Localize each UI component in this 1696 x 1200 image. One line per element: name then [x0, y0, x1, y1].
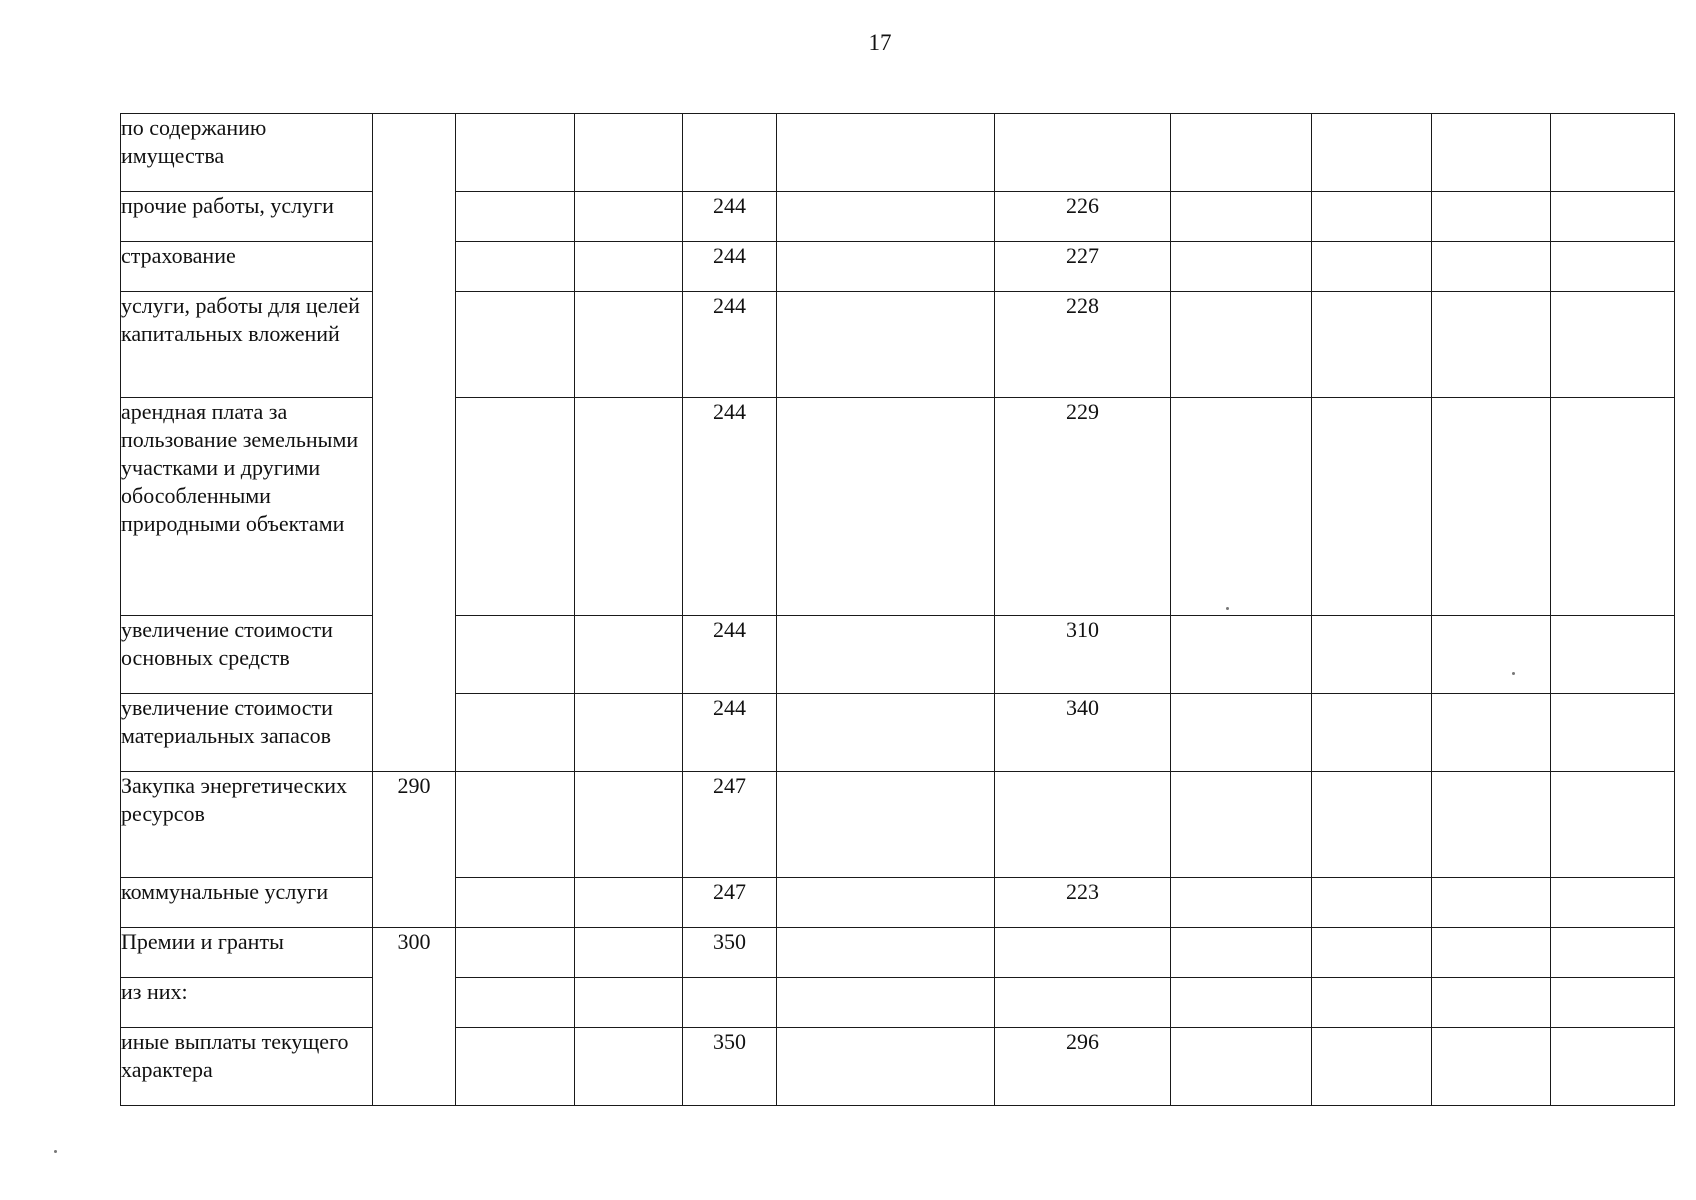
scan-speck	[1226, 607, 1229, 610]
table-row	[121, 1028, 1675, 1106]
empty-cell	[1171, 398, 1312, 616]
table-row	[121, 242, 1675, 292]
empty-cell	[456, 928, 575, 978]
empty-cell	[456, 616, 575, 694]
empty-cell	[777, 114, 995, 192]
empty-cell	[777, 978, 995, 1028]
row-kosgu: 350	[683, 928, 777, 978]
row-kosgu	[683, 114, 777, 192]
empty-cell	[1432, 616, 1551, 694]
empty-cell	[1432, 772, 1551, 878]
table-row	[121, 292, 1675, 398]
empty-cell	[575, 772, 683, 878]
empty-cell	[1312, 772, 1432, 878]
row-name: увеличение стоимости материальных запасов	[121, 694, 373, 772]
empty-cell	[1551, 694, 1675, 772]
row-kosgu: 244	[683, 398, 777, 616]
row-subcode: 223	[995, 878, 1171, 928]
empty-cell	[456, 878, 575, 928]
budget-table	[120, 113, 1675, 1106]
empty-cell	[456, 694, 575, 772]
empty-cell	[575, 928, 683, 978]
empty-cell	[1432, 192, 1551, 242]
table-row	[121, 616, 1675, 694]
empty-cell	[1171, 978, 1312, 1028]
empty-cell	[1432, 1028, 1551, 1106]
empty-cell	[1171, 1028, 1312, 1106]
empty-cell	[575, 616, 683, 694]
row-kosgu: 350	[683, 1028, 777, 1106]
empty-cell	[1171, 928, 1312, 978]
table-row	[121, 114, 1675, 192]
row-kosgu: 244	[683, 192, 777, 242]
empty-cell	[456, 772, 575, 878]
row-subcode: 310	[995, 616, 1171, 694]
empty-cell	[456, 292, 575, 398]
empty-cell	[1312, 114, 1432, 192]
empty-cell	[575, 978, 683, 1028]
table-row	[121, 694, 1675, 772]
empty-cell	[1551, 772, 1675, 878]
empty-cell	[1312, 398, 1432, 616]
empty-cell	[777, 1028, 995, 1106]
empty-cell	[1312, 928, 1432, 978]
empty-cell	[1432, 878, 1551, 928]
empty-cell	[1551, 114, 1675, 192]
row-subcode: 340	[995, 694, 1171, 772]
empty-cell	[1432, 928, 1551, 978]
empty-cell	[777, 928, 995, 978]
empty-cell	[575, 242, 683, 292]
scan-speck	[1512, 672, 1515, 675]
row-subcode: 226	[995, 192, 1171, 242]
row-name: прочие работы, услуги	[121, 192, 373, 242]
empty-cell	[1551, 192, 1675, 242]
row-kosgu	[683, 978, 777, 1028]
scan-speck	[54, 1150, 57, 1153]
empty-cell	[1312, 694, 1432, 772]
empty-cell	[1432, 292, 1551, 398]
empty-cell	[1312, 978, 1432, 1028]
row-name: увеличение стоимости основных средств	[121, 616, 373, 694]
row-kosgu: 244	[683, 242, 777, 292]
empty-cell	[777, 242, 995, 292]
row-subcode	[995, 772, 1171, 878]
empty-cell	[575, 878, 683, 928]
row-code	[373, 114, 456, 772]
empty-cell	[1551, 878, 1675, 928]
empty-cell	[1551, 978, 1675, 1028]
row-name: иные выплаты текущего характера	[121, 1028, 373, 1106]
empty-cell	[777, 772, 995, 878]
row-name: Премии и гранты	[121, 928, 373, 978]
row-subcode	[995, 978, 1171, 1028]
row-subcode: 229	[995, 398, 1171, 616]
empty-cell	[575, 1028, 683, 1106]
empty-cell	[1171, 878, 1312, 928]
table-row	[121, 772, 1675, 878]
row-code: 300	[373, 928, 456, 1106]
row-subcode	[995, 114, 1171, 192]
row-name: из них:	[121, 978, 373, 1028]
empty-cell	[1432, 242, 1551, 292]
empty-cell	[1171, 616, 1312, 694]
empty-cell	[575, 192, 683, 242]
empty-cell	[1312, 878, 1432, 928]
empty-cell	[1432, 398, 1551, 616]
empty-cell	[1312, 292, 1432, 398]
empty-cell	[1551, 1028, 1675, 1106]
row-subcode: 228	[995, 292, 1171, 398]
empty-cell	[1312, 1028, 1432, 1106]
empty-cell	[456, 242, 575, 292]
table-row	[121, 928, 1675, 978]
empty-cell	[1171, 292, 1312, 398]
row-name: услуги, работы для целей капитальных вложений	[121, 292, 373, 398]
empty-cell	[1171, 694, 1312, 772]
empty-cell	[575, 292, 683, 398]
empty-cell	[1432, 694, 1551, 772]
row-subcode: 296	[995, 1028, 1171, 1106]
row-kosgu: 247	[683, 878, 777, 928]
empty-cell	[575, 398, 683, 616]
empty-cell	[1432, 978, 1551, 1028]
empty-cell	[1171, 772, 1312, 878]
empty-cell	[1171, 114, 1312, 192]
empty-cell	[575, 114, 683, 192]
empty-cell	[1171, 242, 1312, 292]
empty-cell	[1171, 192, 1312, 242]
row-kosgu: 244	[683, 292, 777, 398]
empty-cell	[1432, 114, 1551, 192]
empty-cell	[1551, 616, 1675, 694]
row-subcode	[995, 928, 1171, 978]
empty-cell	[456, 398, 575, 616]
page-number: 17	[868, 30, 892, 55]
empty-cell	[1312, 192, 1432, 242]
row-code: 290	[373, 772, 456, 928]
empty-cell	[777, 398, 995, 616]
empty-cell	[1312, 616, 1432, 694]
empty-cell	[456, 192, 575, 242]
row-kosgu: 244	[683, 616, 777, 694]
row-subcode: 227	[995, 242, 1171, 292]
empty-cell	[456, 1028, 575, 1106]
table-row	[121, 192, 1675, 242]
empty-cell	[456, 114, 575, 192]
row-kosgu: 247	[683, 772, 777, 878]
empty-cell	[1551, 242, 1675, 292]
empty-cell	[1551, 292, 1675, 398]
row-kosgu: 244	[683, 694, 777, 772]
empty-cell	[777, 878, 995, 928]
row-name: арендная плата за пользование земельными участками и другими обособленными природными объектами	[121, 398, 373, 616]
table-row	[121, 978, 1675, 1028]
empty-cell	[777, 192, 995, 242]
empty-cell	[777, 694, 995, 772]
table-row	[121, 878, 1675, 928]
empty-cell	[575, 694, 683, 772]
row-name: Закупка энергетических ресурсов	[121, 772, 373, 878]
row-name: страхование	[121, 242, 373, 292]
table-row	[121, 398, 1675, 616]
empty-cell	[456, 978, 575, 1028]
row-name: коммунальные услуги	[121, 878, 373, 928]
empty-cell	[1312, 242, 1432, 292]
row-name: по содержанию имущества	[121, 114, 373, 192]
empty-cell	[777, 292, 995, 398]
empty-cell	[777, 616, 995, 694]
empty-cell	[1551, 928, 1675, 978]
empty-cell	[1551, 398, 1675, 616]
